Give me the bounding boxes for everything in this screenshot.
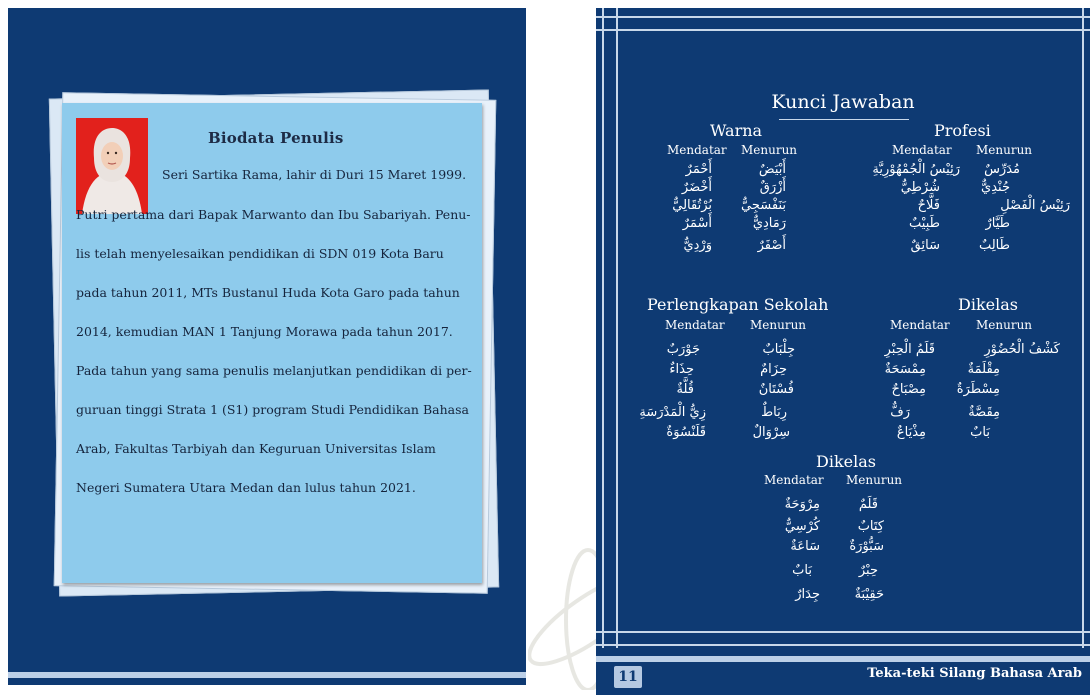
- bio-first-line: Seri Sartika Rama, lahir di Duri 15 Maret 1999.: [162, 167, 467, 182]
- footer-book-title: Teka-teki Silang Bahasa Arab: [867, 666, 1082, 681]
- answer-word: كَشْفُ الْحُضُوْرِ: [984, 342, 1060, 357]
- answer-word: فُسْتَانٌ: [758, 382, 794, 397]
- answer-word: رَفٌّ: [890, 405, 910, 420]
- answer-word: طَبِيْبٌ: [909, 216, 940, 231]
- title-underline: [779, 119, 909, 120]
- answer-word: حِبْرٌ: [858, 563, 878, 578]
- answer-word: قَلَمٌ: [858, 497, 878, 512]
- answer-key-title: Kunci Jawaban: [771, 91, 915, 113]
- section-title: Dikelas: [958, 295, 1018, 314]
- answer-word: مِقْلَمَةٌ: [967, 362, 1000, 377]
- bio-title: Biodata Penulis: [208, 129, 344, 147]
- answer-word: حِزَامٌ: [760, 362, 787, 377]
- answer-word: جَوْرَبٌ: [666, 342, 700, 357]
- answer-word: رَئِيْسُ الْفَصْلِ: [1000, 198, 1070, 213]
- answer-word: أَسْمَرٌ: [682, 216, 712, 231]
- column-header-menurun: Menurun: [976, 143, 1033, 157]
- answer-word: جُنْدِيٌّ: [981, 180, 1010, 195]
- column-header-mendatar: Mendatar: [665, 318, 725, 332]
- answer-word: طَيَّارٌ: [985, 216, 1010, 231]
- frame-line: [596, 631, 1090, 633]
- left-page: [8, 8, 526, 685]
- answer-word: أَبْيَضٌ: [758, 162, 786, 177]
- bottom-band: [596, 656, 1090, 662]
- column-header-menurun: Menurun: [750, 318, 807, 332]
- bio-line: Putri pertama dari Bapak Marwanto dan Ibu Sabariyah. Penu-: [76, 207, 471, 222]
- answer-word: قَلَمُ الْحِبْرِ: [884, 342, 935, 357]
- answer-word: أَزْرَقٌ: [759, 180, 786, 195]
- answer-word: قُلَّةٌ: [676, 382, 694, 397]
- answer-word: أَخْضَرٌ: [681, 180, 712, 195]
- answer-word: مِقَصَّةٌ: [968, 405, 1000, 420]
- answer-word: بَنَفْسَجِيٌّ: [741, 198, 786, 213]
- answer-word: بَابٌ: [970, 425, 990, 440]
- answer-word: جِدَارٌ: [795, 587, 820, 602]
- answer-word: رَئِيْسُ الْجُمْهُوْرِيَّةِ: [872, 162, 960, 177]
- answer-word: بَابٌ: [792, 563, 812, 578]
- answer-word: طَالِبٌ: [978, 238, 1010, 253]
- column-header-mendatar: Mendatar: [667, 143, 727, 157]
- answer-word: سِرْوَالٌ: [752, 425, 790, 440]
- answer-word: مِرْوَحَةٌ: [784, 497, 820, 512]
- column-header-mendatar: Mendatar: [892, 143, 952, 157]
- section-title: Profesi: [934, 121, 991, 140]
- frame-line: [596, 16, 1090, 18]
- answer-word: سَائِقٌ: [910, 238, 940, 253]
- answer-word: كِتَابٌ: [857, 519, 884, 534]
- answer-word: مِذْيَاعٌ: [896, 425, 926, 440]
- section-title: Warna: [710, 121, 763, 140]
- answer-word: أَحْمَرٌ: [685, 162, 712, 177]
- bio-line: Pada tahun yang sama penulis melanjutkan pendidikan di per-: [76, 363, 472, 378]
- biodata-card: [62, 103, 482, 583]
- answer-word: قَلَنْسُوَةٌ: [666, 425, 706, 440]
- section-title: Perlengkapan Sekolah: [647, 295, 829, 314]
- column-header-mendatar: Mendatar: [764, 473, 824, 487]
- bio-line: Negeri Sumatera Utara Medan dan lulus tahun 2021.: [76, 480, 416, 495]
- answer-word: أَصْفَرٌ: [757, 238, 786, 253]
- bio-line: guruan tinggi Strata 1 (S1) program Studi Pendidikan Bahasa: [76, 402, 469, 417]
- author-photo: [76, 118, 148, 214]
- author-portrait-icon: [76, 118, 148, 214]
- page-number: 11: [614, 666, 642, 688]
- answer-word: مِصْبَاحٌ: [891, 382, 926, 397]
- answer-word: سَبُّوْرَةٌ: [849, 539, 884, 554]
- answer-word: جِلْبَابٌ: [762, 342, 795, 357]
- bio-line: Arab, Fakultas Tarbiyah dan Keguruan Universitas Islam: [76, 441, 436, 456]
- right-page: [596, 8, 1090, 695]
- answer-word: مُدَرِّسٌ: [984, 162, 1020, 177]
- section-title: Dikelas: [816, 452, 876, 471]
- frame-line: [596, 644, 1090, 646]
- answer-word: كُرْسِيٌّ: [784, 519, 820, 534]
- frame-line: [596, 29, 1090, 31]
- answer-word: سَاعَةٌ: [790, 539, 820, 554]
- answer-word: رِبَاطٌ: [761, 405, 787, 420]
- answer-word: زِيُّ الْمَدْرَسَةِ: [639, 405, 706, 420]
- column-header-menurun: Menurun: [846, 473, 903, 487]
- bio-line: pada tahun 2011, MTs Bustanul Huda Kota Garo pada tahun: [76, 285, 460, 300]
- column-header-mendatar: Mendatar: [890, 318, 950, 332]
- answer-word: رَمَادِيٌّ: [752, 216, 786, 231]
- column-header-menurun: Menurun: [976, 318, 1033, 332]
- answer-word: حِذَاءٌ: [669, 362, 694, 377]
- answer-word: بُرْتُقَالِيٌّ: [672, 198, 712, 213]
- bio-line: 2014, kemudian MAN 1 Tanjung Morawa pada tahun 2017.: [76, 324, 453, 339]
- bio-line: lis telah menyelesaikan pendidikan di SDN 019 Kota Baru: [76, 246, 444, 261]
- answer-word: حَقِيْبَةٌ: [854, 587, 884, 602]
- answer-word: مِمْسَحَةٌ: [884, 362, 926, 377]
- answer-word: مِسْطَرَةٌ: [956, 382, 1000, 397]
- answer-word: وَرْدِيٌّ: [683, 238, 712, 253]
- bottom-band: [8, 672, 526, 678]
- column-header-menurun: Menurun: [741, 143, 798, 157]
- answer-word: شُرْطِيٌّ: [900, 180, 940, 195]
- answer-word: فَلَّاحٌ: [917, 198, 940, 213]
